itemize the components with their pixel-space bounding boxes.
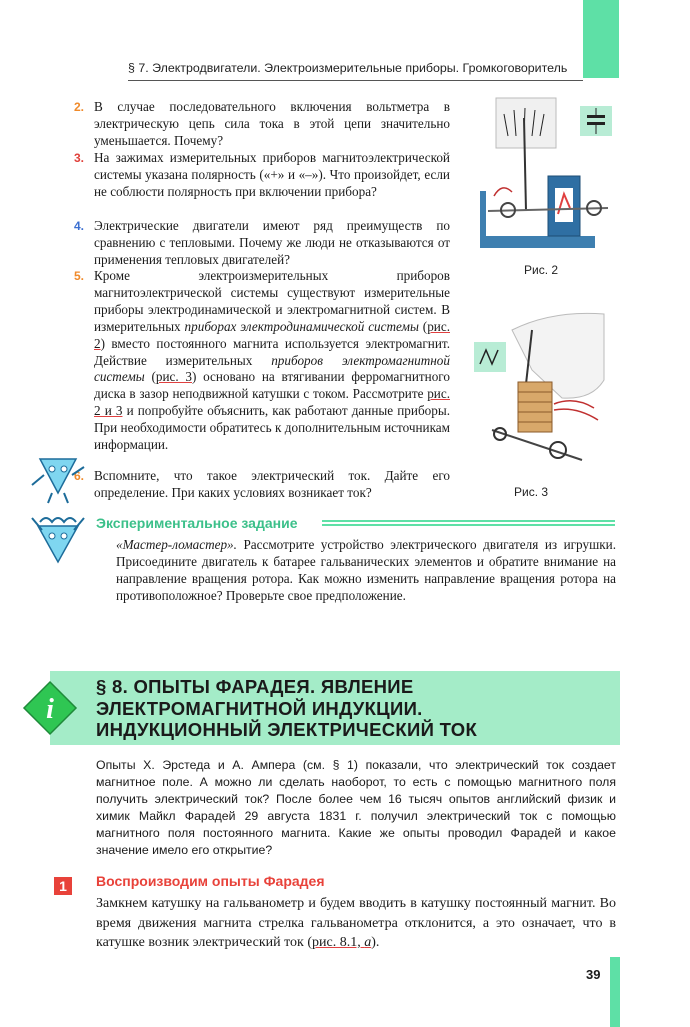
question-text: ( <box>144 369 156 385</box>
figure-2-illustration <box>468 96 618 261</box>
experiment-rule <box>322 520 615 522</box>
section-intro: Опыты Х. Эрстеда и А. Ампера (см. § 1) показали, что электрический ток создает магнитное поле. А можно ли сделать наоборот, то есть с помощью магнитного поля получить электрический ток? После более чем 16 тысяч опытов английский физик и химик Майкл Фарадей 29 августа 1831 г. получил электрический ток с помощью магнитного поля постоянного магнита. Какие же опыты проводил Фарадей и какое значение имело его открытие? <box>96 758 616 857</box>
info-icon <box>22 680 78 736</box>
footer-accent-bar <box>610 957 620 1027</box>
question-text: Кроме электроизмерительных приборов магнитоэлектрической системы существуют измерительные приборы электродинамической и электромагнитной систем. В измерительных <box>94 268 450 334</box>
subsection-body <box>96 894 616 953</box>
term-electrodynamic: приборах электродинамической системы <box>184 318 419 334</box>
experiment-figure-icon <box>30 512 86 568</box>
question-number: 2. <box>74 100 85 114</box>
question-text: и попробуйте объяснить, как работают данные приборы. При необходимости обратитесь к дополнительным источникам информации. <box>94 403 450 453</box>
question-6 <box>74 468 450 502</box>
question-2 <box>74 99 450 150</box>
section-title-line: ЭЛЕКТРОМАГНИТНОЙ ИНДУКЦИИ. <box>96 697 423 719</box>
figure-ref-2[interactable]: рис. 2 <box>94 318 450 351</box>
question-text: ) вместо постоянного магнита используется электромагнит. Действие измерительных <box>94 335 450 368</box>
figure-2-caption: Рис. 2 <box>524 263 559 277</box>
question-text: На зажимах измерительных приборов магнитоэлектрической системы указана полярность («+» и «–»). Что произойдет, если не соблюсти полярность при включении прибора? <box>94 150 450 199</box>
question-number: 3. <box>74 151 85 165</box>
subsection-title: Воспроизводим опыты Фарадея <box>96 873 325 889</box>
question-text: Электрические двигатели имеют ряд преимуществ по сравнению с тепловыми. Почему же люди не отказываются от применения тепловых двигателей? <box>94 218 450 267</box>
question-number: 6. <box>74 469 85 483</box>
header-rule <box>128 80 583 81</box>
experiment-lead: «Мастер-ломастер». <box>116 537 237 552</box>
question-number: 4. <box>74 219 85 233</box>
header-accent-bar <box>583 0 619 78</box>
figure-3-caption: Рис. 3 <box>514 485 549 499</box>
question-text: Вспомните, что такое электрический ток. Дайте его определение. При каких условиях возникает ток? <box>94 468 450 500</box>
figure-ref-text: рис. 8.1, <box>312 935 365 950</box>
experiment-rule <box>322 524 615 526</box>
figure-ref-8-1[interactable] <box>312 935 371 950</box>
running-header: § 7. Электродвигатели. Электроизмерительные приборы. Громкоговоритель <box>128 61 568 75</box>
info-icon-letter: i <box>46 694 54 725</box>
body-text: ). <box>371 935 380 950</box>
figure-ref-2-3[interactable]: рис. 2 и 3 <box>94 386 450 419</box>
experiment-text <box>116 537 616 605</box>
subsection-number-badge: 1 <box>54 877 72 895</box>
figure-3-illustration <box>472 310 618 480</box>
figure-ref-letter: а <box>364 935 372 950</box>
body-text: Замкнем катушку на гальванометр и будем вводить в катушку постоянный магнит. Во время движения магнита стрелка гальванометра отклонится, а это означает, что в катушке возник электрический ток ( <box>96 896 616 950</box>
question-number: 5. <box>74 269 85 283</box>
section-title-line: § 8. ОПЫТЫ ФАРАДЕЯ. ЯВЛЕНИЕ <box>96 676 414 697</box>
experiment-title: Экспериментальное задание <box>96 515 298 531</box>
experiment-body: Рассмотрите устройство электрического двигателя из игрушки. Присоедините двигатель к батарее гальванических элементов и обратите внимание на направление вращения ротора. Как можно изменить направление вращения ротора на противоположное? Проверьте свое предположение. <box>116 537 616 603</box>
question-5 <box>74 268 450 454</box>
page-number: 39 <box>586 967 601 982</box>
section-title-line: ИНДУКЦИОННЫЙ ЭЛЕКТРИЧЕСКИЙ ТОК <box>96 719 478 740</box>
question-text: ( <box>418 318 428 334</box>
figure-ref-3[interactable]: рис. 3 <box>155 369 192 385</box>
question-4 <box>74 218 450 269</box>
question-text: ) основано на втягивании ферромагнитного диска в зазор неподвижной катушки с током. Рассмотрите <box>94 369 450 402</box>
question-text: В случае последовательного включения вольтметра в электрическую цепь сила тока в этой цепи значительно уменьшается. Почему? <box>94 99 450 148</box>
term-electromagnetic: приборов электромагнитной системы <box>94 352 450 385</box>
question-3 <box>74 150 450 201</box>
section-title <box>96 676 616 741</box>
thinking-figure-icon <box>30 455 86 505</box>
